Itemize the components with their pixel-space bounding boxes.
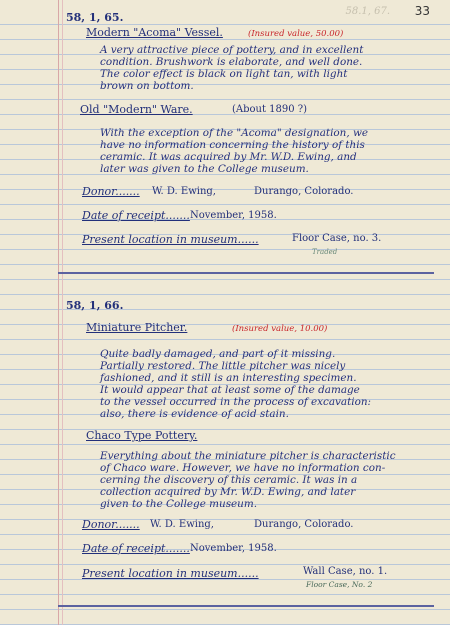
entry-divider <box>58 605 434 607</box>
entry-divider <box>58 272 434 274</box>
donor-label: Donor....... <box>82 185 140 198</box>
description-line: condition. Brushwork is elaborate, and well done. <box>100 56 363 68</box>
description-line: brown on bottom. <box>100 80 194 92</box>
description-line: The color effect is black on light tan, with light <box>100 68 348 80</box>
history-line: given to the College museum. <box>100 498 258 510</box>
history-line: later was given to the College museum. <box>100 163 309 175</box>
catalog-number: 58, 1, 65. <box>66 11 124 24</box>
description-line: to the vessel occurred in the process of excavation: <box>100 396 372 408</box>
pottery-type: Old "Modern" Ware. <box>80 103 193 116</box>
donor-name: W. D. Ewing, <box>152 186 216 197</box>
receipt-label: Date of receipt....... <box>82 209 190 222</box>
receipt-date: November, 1958. <box>190 210 277 221</box>
location-label: Present location in museum...... <box>82 567 259 580</box>
donor-place: Durango, Colorado. <box>254 186 354 197</box>
receipt-label: Date of receipt....... <box>82 542 190 555</box>
description-line: Quite badly damaged, and part of it missing. <box>100 348 336 360</box>
insured-value: (Insured value, 50.00) <box>248 29 344 39</box>
history-line: have no information concerning the history of this <box>100 139 365 151</box>
history-line: collection acquired by Mr. W.D. Ewing, and later <box>100 486 356 498</box>
entry-title: Miniature Pitcher. <box>86 321 188 334</box>
type-date-note: (About 1890 ?) <box>232 104 308 115</box>
insured-value: (Insured value, 10.00) <box>232 324 328 334</box>
donor-place: Durango, Colorado. <box>254 519 354 530</box>
bleed-through-text: 58.1, 67. <box>345 6 390 17</box>
history-line: of Chaco ware. However, we have no information con- <box>100 462 386 474</box>
location-pencil-note: Floor Case, No. 2 <box>306 580 373 589</box>
description-line: Partially restored. The little pitcher was nicely <box>100 360 346 372</box>
history-line: With the exception of the "Acoma" designation, we <box>100 127 368 139</box>
page-number: 33 <box>414 4 430 18</box>
description-line: It would appear that at least some of the damage <box>100 384 360 396</box>
location-label: Present location in museum...... <box>82 233 259 246</box>
location-value: Floor Case, no. 3. <box>292 233 382 244</box>
location-value: Wall Case, no. 1. <box>303 566 388 577</box>
location-pencil-note: Traded <box>312 248 338 256</box>
history-line: Everything about the miniature pitcher is characteristic <box>100 450 396 462</box>
description-line: also, there is evidence of acid stain. <box>100 408 289 420</box>
receipt-date: November, 1958. <box>190 543 277 554</box>
entry-history <box>100 127 438 175</box>
history-line: cerning the discovery of this ceramic. It was in a <box>100 474 358 486</box>
description-line: A very attractive piece of pottery, and in excellent <box>100 44 364 56</box>
history-line: ceramic. It was acquired by Mr. W.D. Ewing, and <box>100 151 357 163</box>
margin-line-secondary <box>62 0 63 625</box>
entry-description <box>100 348 438 420</box>
entry-title: Modern "Acoma" Vessel. <box>86 26 223 39</box>
donor-label: Donor....... <box>82 518 140 531</box>
catalog-number: 58, 1, 66. <box>66 299 124 312</box>
description-line: fashioned, and it still is an interesting specimen. <box>100 372 357 384</box>
pottery-type: Chaco Type Pottery. <box>86 429 198 442</box>
margin-line <box>58 0 59 625</box>
entry-history <box>100 450 438 510</box>
donor-name: W. D. Ewing, <box>150 519 214 530</box>
entry-description <box>100 44 438 92</box>
